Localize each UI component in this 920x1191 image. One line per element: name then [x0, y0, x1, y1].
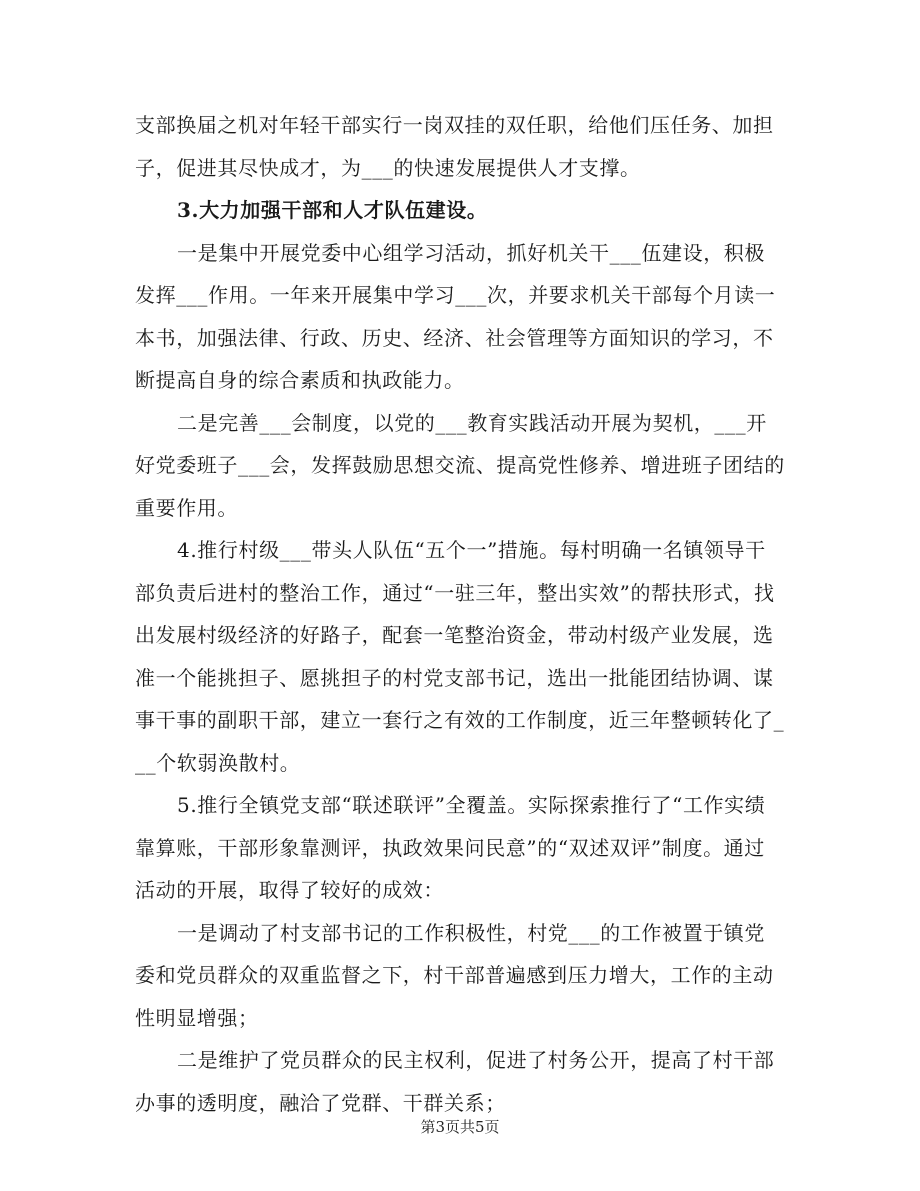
paragraph-joint-review: 5.推行全镇党支部“联述联评”全覆盖。实际探索推行了“工作实绩靠算账，干部形象靠测评，执政效果问民意”的“双述双评”制度。通过活动的开展，取得了较好的成效：	[135, 793, 766, 902]
paragraph-effect-one: 一是调动了村支部书记的工作积极性，村党___的工作被置于镇党委和党员群众的双重监督之下，村干部普遍感到压力增大，工作的主动性明显增强；	[135, 920, 774, 1030]
paragraph-village-leaders: 4.推行村级___带头人队伍“五个一”措施。每村明确一名镇领导干部负责后进村的整治工作，通过“一驻三年，整出实效”的帮扶形式，找出发展村级经济的好路子，配套一笔整治资金，带动村级产业发展，选准一个能挑担子、愿挑担子的村党支部书记，选出一批能团结协调、谋事干事的副职干部，建立一套行之有效的工作制度，近三年整顿转化了___个软弱涣散村。	[135, 538, 785, 775]
document-body	[135, 104, 785, 1124]
paragraph-continuation: 支部换届之机对年轻干部实行一岗双挂的双任职，给他们压任务、加担子，促进其尽快成才，为___的快速发展提供人才支撑。	[135, 113, 774, 180]
paragraph-effect-two: 二是维护了党员群众的民主权利，促进了村务公开，提高了村干部办事的透明度，融洽了党群、干群关系；	[135, 1048, 775, 1115]
section-heading-3: 3.大力加强干部和人才队伍建设。	[177, 198, 488, 222]
page-number-footer: 第3页共5页	[420, 1118, 500, 1136]
paragraph-meeting-system: 二是完善___会制度，以党的___教育实践活动开展为契机，___开好党委班子___会，发挥鼓励思想交流、提高党性修养、增进班子团结的重要作用。	[135, 410, 785, 520]
paragraph-study-activities: 一是集中开展党委中心组学习活动，抓好机关干___伍建设，积极发挥___作用。一年来开展集中学习___次，并要求机关干部每个月读一本书，加强法律、行政、历史、经济、社会管理等方面知识的学习，不断提高自身的综合素质和执政能力。	[135, 240, 776, 392]
